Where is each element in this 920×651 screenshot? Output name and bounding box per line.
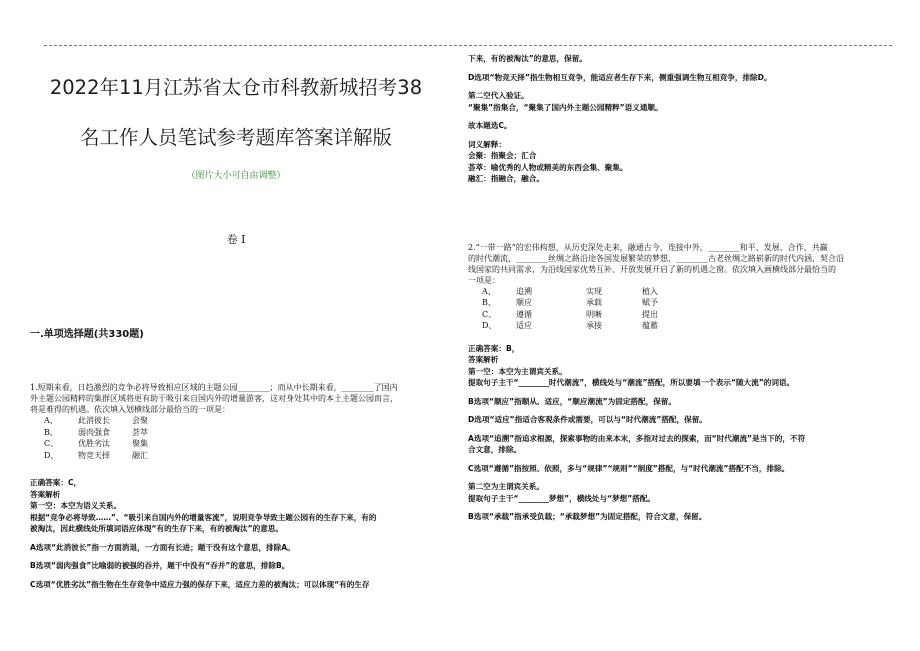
q2-option-b-analysis: B选项“顺应”指顺从、适应，“顺应潮流”为固定搭配，保留。 (468, 396, 676, 406)
top-divider (44, 45, 892, 46)
question-1-stem: 1.短期来看，日趋激烈的竞争必将导致相应区域的主题公园________；而从中长期来看，________了国内 外主题公园精粹的集群区域将更有助于吸引来自国内外的增量游客，这对身处其中的本土主题公园而言， 将是难得的机遇。依次填入划横线部分最恰当的一项是： (30, 383, 398, 414)
q1-analysis-label: 答案解析 (30, 489, 61, 499)
question-2-stem: 2.“一带一路”的宏伟构想，从历史深处走来，融通古今、连接中外，________和平、发展、合作、共赢 的时代潮流，________丝绸之路沿途各国发展繁荣的梦想，________古老丝绸之路崭新的时代内涵，契合沿 线国家的共同需求，为沿线国家优势互补、开放发展开启了新的机遇之窗。依次填入画横线部分最恰当的 一项是： (468, 242, 844, 285)
q2-option-a-analysis-2: 合文意，排除。 (468, 445, 522, 454)
q2-answer: 正确答案：B， (468, 343, 520, 353)
q1-vocab-1: 会聚：指聚会；汇合 (468, 151, 537, 160)
q2-blank1-body: 提取句子主干“________时代潮流”，横线处与“潮流”搭配，所以要填一个表示“随大流”的词语。 (468, 378, 795, 387)
q1-vocab-title: 词义解释： (468, 139, 506, 149)
volume-label: 卷 I (226, 233, 246, 246)
q1-option-a-analysis: A选项“此消彼长”指一方面消退，一方面有长进；题干没有这个意思，排除A。 (30, 542, 295, 552)
q2-option-c-analysis: C选项“遵循”指按照、依照，多与“规律”“规则”“制度”搭配，与“时代潮流”搭配不当，排除。 (468, 463, 790, 473)
option-d: D、 物竞天择 融汇 (44, 450, 148, 460)
q1-blank2-body: “聚集”指集合，“聚集了国内外主题公园精粹”语义通顺。 (468, 102, 663, 112)
q2-option-a-analysis-1: A选项“追溯”指追求根源，探索事物的由来本末，多指对过去的探索，而“时代潮流”是当下的，不符 (468, 433, 806, 443)
q1-vocab-2: 荟萃：喻优秀的人物或精美的东西会集、聚集。 (468, 162, 628, 172)
left-column (30, 64, 442, 247)
q1-blank1-body-1: 根据“竞争必将导致……”、“吸引来自国内外的增量客流”，说明竞争导致主题公园有的生存下来，有的 (30, 512, 377, 522)
q2-blank2-title: 第二空为主谓宾关系。 (468, 482, 544, 491)
option-d: D、 适应 承接 蕴蓄 (482, 321, 658, 330)
q1-blank2-title: 第二空代入验证。 (468, 91, 529, 100)
question-2-options (468, 286, 898, 332)
q2-option-d-analysis: D选项“适应”指适合客观条件或需要，可以与“时代潮流”搭配，保留。 (468, 415, 707, 424)
question-1-options (30, 415, 442, 461)
q1-vocab-3: 融汇：指融合，融合。 (468, 174, 544, 183)
section-heading: 一.单项选择题(共330题) (30, 329, 144, 340)
left-body (30, 325, 442, 590)
q1-blank1-body-2: 被淘汰，因此横线处所填词语应体现“有的生存下来，有的被淘汰”的意思。 (30, 524, 283, 533)
q1-conclusion: 故本题选C。 (468, 121, 512, 130)
image-size-hint: （图片大小可自由调整） (186, 171, 286, 181)
option-a: A、 追溯 实现 植入 (482, 286, 658, 296)
q2-blank2-body: 提取句子主干“________梦想”，横线处与“梦想”搭配。 (468, 493, 656, 503)
document-title-line2: 名工作人员笔试参考题库答案详解版 (79, 126, 392, 149)
q1-option-b-analysis: B选项“弱肉强食”比喻弱的被强的吞并，题干中没有“吞并”的意思，排除B。 (30, 561, 290, 570)
q1-blank1-title: 第一空：本空为语义关系。 (30, 501, 122, 510)
q1-answer: 正确答案：C， (30, 478, 82, 487)
q1-option-d-analysis: D选项“物竞天择”指生物相互竞争，能适应者生存下来，侧重强调生物互相竞争，排除D。 (468, 72, 772, 82)
option-b: B、 顺应 承载 赋予 (482, 298, 658, 307)
q2-option-b2-analysis: B选项“承载”指承受负载；“承载梦想”为固定搭配，符合文意，保留。 (468, 512, 707, 521)
option-c: C、 优胜劣汰 聚集 (44, 439, 148, 448)
document-title-line1: 2022年11月江苏省太仓市科教新城招考38 (49, 76, 423, 99)
q2-blank1-title: 第一空：本空为主谓宾关系。 (468, 366, 567, 376)
option-c: C、 遵循 明晰 提出 (482, 309, 658, 319)
option-a: A、 此消彼长 会聚 (44, 416, 148, 425)
option-b: B、 弱肉强食 荟萃 (44, 427, 148, 437)
right-column (468, 53, 898, 523)
q2-analysis-label: 答案解析 (468, 355, 499, 364)
q1-option-c-analysis-cont: 下来，有的被淘汰”的意思，保留。 (468, 54, 587, 63)
q1-option-c-analysis: C选项“优胜劣汰”指生物在生存竞争中适应力强的保存下来，适应力差的被淘汰；可以体现“有的生存 (30, 579, 370, 589)
